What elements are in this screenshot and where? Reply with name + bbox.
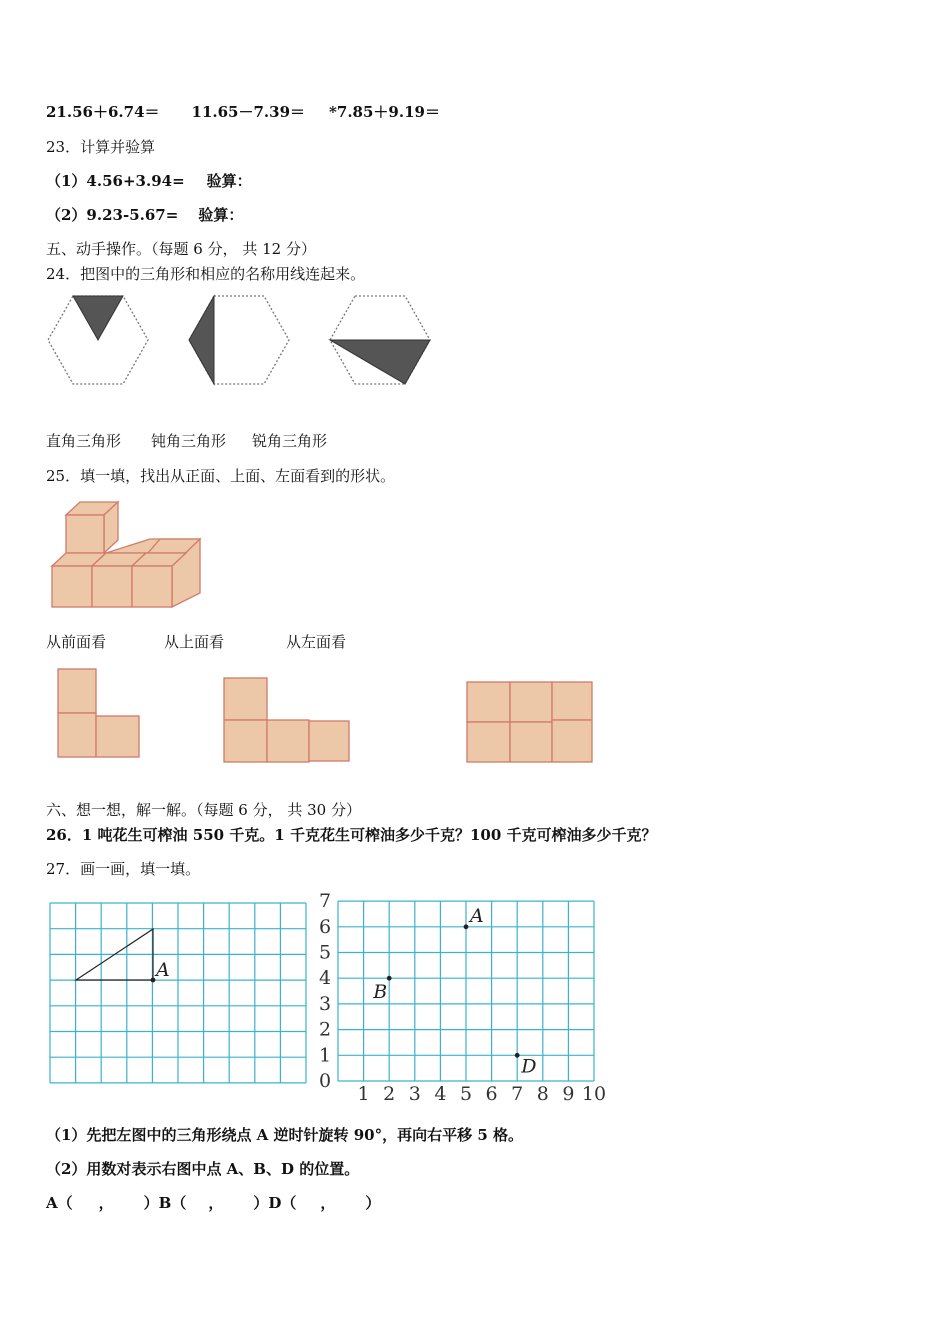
expr-2: 11.65－7.39＝ <box>191 103 306 121</box>
point-a-marker <box>464 924 469 929</box>
y-tick-label: 6 <box>318 915 332 938</box>
x-tick-label: 8 <box>536 1083 549 1105</box>
section-5-title: 五、动手操作。（每题 6 分， 共 12 分） <box>46 240 316 258</box>
view-shape-a <box>58 669 139 757</box>
q23-title: 23．计算并验算 <box>46 138 156 156</box>
left-point-label: A <box>156 959 170 981</box>
x-tick-label: 7 <box>511 1083 524 1105</box>
point-d-marker <box>515 1053 520 1058</box>
shaded-triangle-3 <box>330 340 430 384</box>
answer-a-open: A（ <box>46 1194 73 1212</box>
cube-front-3 <box>132 566 172 607</box>
cube-front-1 <box>52 566 92 607</box>
x-tick-label: 2 <box>383 1083 396 1105</box>
left-grid <box>50 903 310 1088</box>
view-labels <box>46 632 346 652</box>
cube-stack-figure <box>48 498 218 618</box>
hexagon-1 <box>48 296 148 384</box>
point-a-marker <box>151 978 156 983</box>
expr-1: 21.56＋6.74＝ <box>46 103 160 121</box>
point-b-marker <box>387 976 392 981</box>
q26-text: 26．1 吨花生可榨油 550 千克。1 千克花生可榨油多少千克？100 千克可榨油多少千克？ <box>46 826 657 844</box>
name-obtuse-triangle: 钝角三角形 <box>151 432 227 450</box>
shaded-triangle-2 <box>189 296 214 384</box>
answer-b-comma: ， <box>208 1194 224 1212</box>
q23-p2-check: 验算： <box>198 206 244 224</box>
shaded-triangle-1 <box>73 296 123 340</box>
coordinate-answers <box>46 1193 380 1213</box>
answer-d-close: ） <box>365 1194 381 1212</box>
view-label-left: 从左面看 <box>286 633 347 651</box>
point-label: B <box>373 981 388 1004</box>
answer-b-open: ）B（ <box>143 1194 187 1212</box>
hexagon-figures <box>0 293 950 393</box>
view-label-top: 从上面看 <box>164 633 225 651</box>
view-shape-c <box>467 682 592 762</box>
q25-title: 25．填一填，找出从正面、上面、左面看到的形状。 <box>46 467 396 485</box>
y-tick-label: 4 <box>318 967 332 990</box>
point-label: A <box>470 904 484 927</box>
section-6-title: 六、想一想，解一解。（每题 6 分， 共 30 分） <box>46 801 361 819</box>
view-label-front: 从前面看 <box>46 633 107 651</box>
triangle-names <box>46 431 327 451</box>
expr-3: *7.85＋9.19＝ <box>329 103 440 121</box>
name-acute-triangle: 锐角三角形 <box>252 432 328 450</box>
q23-p1-check: 验算： <box>206 172 252 190</box>
answer-a-comma: ， <box>98 1194 114 1212</box>
x-tick-label: 3 <box>408 1083 421 1105</box>
y-tick-label: 3 <box>318 992 332 1015</box>
q27-sub1: （1）先把左图中的三角形绕点 A 逆时针旋转 90°，再向右平移 5 格。 <box>46 1126 523 1144</box>
x-tick-label: 10 <box>581 1083 607 1105</box>
q27-sub2: （2）用数对表示右图中点 A、B、D 的位置。 <box>46 1160 360 1178</box>
view-shapes <box>0 666 950 776</box>
y-tick-label: 2 <box>318 1018 332 1041</box>
x-tick-label: 6 <box>485 1083 498 1105</box>
q24-title: 24．把图中的三角形和相应的名称用线连起来。 <box>46 265 366 283</box>
q23-p2-expr: （2）9.23-5.67= <box>46 206 179 224</box>
q23-part2 <box>46 205 243 225</box>
q23-p1-expr: （1）4.56+3.94= <box>46 172 185 190</box>
name-right-triangle: 直角三角形 <box>46 432 122 450</box>
q23-part1 <box>46 171 252 191</box>
hexagon-3 <box>330 296 430 384</box>
point-label: D <box>521 1055 537 1078</box>
y-tick-label: 1 <box>318 1044 332 1067</box>
answer-d-open: ）D（ <box>253 1194 297 1212</box>
q27-title: 27．画一画，填一填。 <box>46 860 201 878</box>
y-tick-label: 5 <box>318 941 332 964</box>
y-tick-label: 7 <box>318 890 332 913</box>
y-tick-label: 0 <box>318 1070 332 1092</box>
x-tick-label: 5 <box>459 1083 473 1105</box>
q22-row <box>46 102 440 122</box>
x-tick-label: 4 <box>434 1083 447 1105</box>
x-tick-label: 1 <box>357 1083 370 1105</box>
hexagon-2 <box>189 296 289 384</box>
x-tick-label: 9 <box>562 1083 575 1105</box>
view-shape-b <box>224 678 349 762</box>
cube-front-2 <box>92 566 132 607</box>
coordinate-grid <box>318 888 618 1108</box>
answer-d-comma: ， <box>320 1194 336 1212</box>
